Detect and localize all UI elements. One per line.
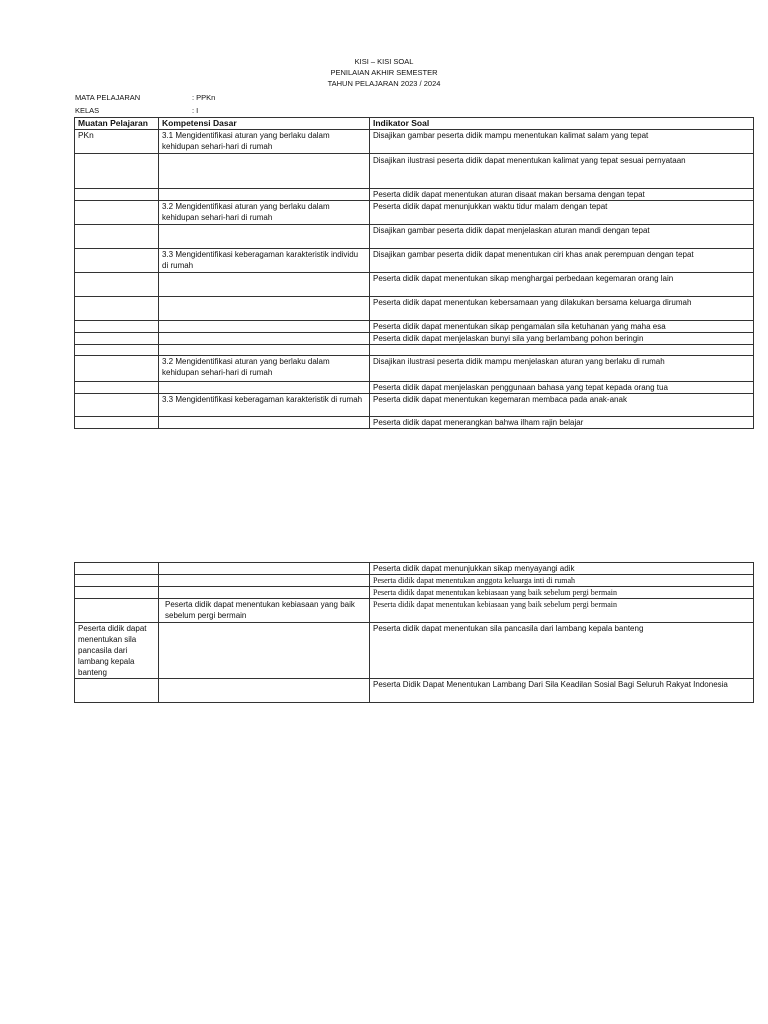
cell-kompetensi: 3.2 Mengidentifikasi aturan yang berlaku dalam kehidupan sehari-hari di rumah [159,356,370,382]
table-row [75,563,754,575]
class-value: : I [192,106,199,115]
table-row [75,321,754,333]
table-row [75,273,754,297]
table-row [75,297,754,321]
table-row [75,599,754,623]
cell-muatan [75,587,159,599]
cell-kompetensi [159,345,370,356]
table-row [75,189,754,201]
cell-muatan: Peserta didik dapat menentukan sila pancasila dari lambang kepala banteng [75,623,159,679]
document-title-block [0,56,768,89]
table-row [75,382,754,394]
table-row [75,679,754,703]
cell-indikator: Peserta didik dapat menentukan aturan disaat makan bersama dengan tepat [370,189,754,201]
cell-indikator: Peserta didik dapat menentukan anggota keluarga inti di rumah [370,575,754,587]
cell-muatan [75,333,159,345]
cell-indikator: Disajikan gambar peserta didik mampu menentukan kalimat salam yang tepat [370,130,754,154]
cell-muatan [75,249,159,273]
cell-muatan [75,297,159,321]
cell-kompetensi [159,273,370,297]
cell-muatan [75,345,159,356]
cell-kompetensi [159,382,370,394]
cell-indikator: Disajikan ilustrasi peserta didik mampu menjelaskan aturan yang berlaku di rumah [370,356,754,382]
cell-kompetensi: Peserta didik dapat menentukan kebiasaan yang baik sebelum pergi bermain [159,599,370,623]
cell-muatan [75,201,159,225]
table-row [75,623,754,679]
cell-kompetensi: 3.3 Mengidentifikasi keberagaman karakteristik di rumah [159,394,370,417]
cell-kompetensi [159,417,370,429]
cell-muatan [75,321,159,333]
cell-kompetensi [159,321,370,333]
cell-kompetensi [159,189,370,201]
cell-indikator: Peserta didik dapat menjelaskan bunyi sila yang berlambang pohon beringin [370,333,754,345]
grid-table-1 [74,117,754,429]
cell-kompetensi [159,575,370,587]
cell-muatan [75,394,159,417]
table-header-row [75,118,754,130]
cell-indikator: Disajikan gambar peserta didik dapat menjelaskan aturan mandi dengan tepat [370,225,754,249]
cell-indikator: Peserta didik dapat menunjukkan sikap menyayangi adik [370,563,754,575]
table-row [75,333,754,345]
cell-muatan [75,563,159,575]
cell-muatan [75,417,159,429]
cell-kompetensi: 3.2 Mengidentifikasi aturan yang berlaku dalam kehidupan sehari-hari di rumah [159,201,370,225]
cell-muatan [75,189,159,201]
table-row [75,587,754,599]
cell-indikator: Peserta didik dapat menentukan sikap menghargai perbedaan kegemaran orang lain [370,273,754,297]
table-row [75,249,754,273]
cell-muatan [75,575,159,587]
cell-indikator: Peserta didik dapat menentukan sikap pengamalan sila ketuhanan yang maha esa [370,321,754,333]
cell-kompetensi [159,154,370,189]
cell-muatan [75,154,159,189]
cell-kompetensi [159,623,370,679]
cell-muatan [75,382,159,394]
table-row [75,356,754,382]
table-row [75,154,754,189]
cell-muatan [75,356,159,382]
cell-indikator: Peserta Didik Dapat Menentukan Lambang Dari Sila Keadilan Sosial Bagi Seluruh Rakyat Indonesia [370,679,754,703]
cell-kompetensi [159,679,370,703]
table-row [75,417,754,429]
cell-indikator: Peserta didik dapat menentukan kegemaran membaca pada anak-anak [370,394,754,417]
cell-kompetensi: 3.3 Mengidentifikasi keberagaman karakteristik individu di rumah [159,249,370,273]
class-label: KELAS [75,106,100,115]
table-row [75,345,754,356]
cell-kompetensi [159,587,370,599]
cell-kompetensi [159,563,370,575]
cell-muatan: PKn [75,130,159,154]
grid-table-2 [74,562,754,703]
cell-muatan [75,273,159,297]
header-muatan: Muatan Pelajaran [75,118,159,130]
header-indikator: Indikator Soal [370,118,754,130]
table-row [75,130,754,154]
cell-indikator: Peserta didik dapat menentukan sila pancasila dari lambang kepala banteng [370,623,754,679]
cell-kompetensi [159,225,370,249]
table-row [75,201,754,225]
subject-value: : PPKn [192,93,216,102]
table-row [75,575,754,587]
cell-kompetensi: 3.1 Mengidentifikasi aturan yang berlaku dalam kehidupan sehari-hari di rumah [159,130,370,154]
cell-kompetensi [159,333,370,345]
cell-indikator: Disajikan gambar peserta didik dapat menentukan ciri khas anak perempuan dengan tepat [370,249,754,273]
title-line-2: PENILAIAN AKHIR SEMESTER [330,68,438,77]
cell-indikator: Peserta didik dapat menunjukkan waktu tidur malam dengan tepat [370,201,754,225]
table-row [75,225,754,249]
cell-muatan [75,599,159,623]
cell-kompetensi [159,297,370,321]
header-kompetensi: Kompetensi Dasar [159,118,370,130]
cell-indikator: Disajikan ilustrasi peserta didik dapat menentukan kalimat yang tepat sesuai pernyataan [370,154,754,189]
title-line-1: KISI – KISI SOAL [354,57,414,66]
cell-indikator: Peserta didik dapat menentukan kebiasaan yang baik sebelum pergi bermain [370,587,754,599]
cell-muatan [75,679,159,703]
cell-indikator: Peserta didik dapat menentukan kebiasaan yang baik sebelum pergi bermain [370,599,754,623]
title-line-3: TAHUN PELAJARAN 2023 / 2024 [327,79,441,88]
cell-indikator: Peserta didik dapat menentukan kebersamaan yang dilakukan bersama keluarga dirumah [370,297,754,321]
cell-indikator: Peserta didik dapat menerangkan bahwa ilham rajin belajar [370,417,754,429]
subject-label: MATA PELAJARAN [75,93,141,102]
table-row [75,394,754,417]
cell-indikator: Peserta didik dapat menjelaskan penggunaan bahasa yang tepat kepada orang tua [370,382,754,394]
cell-indikator [370,345,754,356]
cell-muatan [75,225,159,249]
